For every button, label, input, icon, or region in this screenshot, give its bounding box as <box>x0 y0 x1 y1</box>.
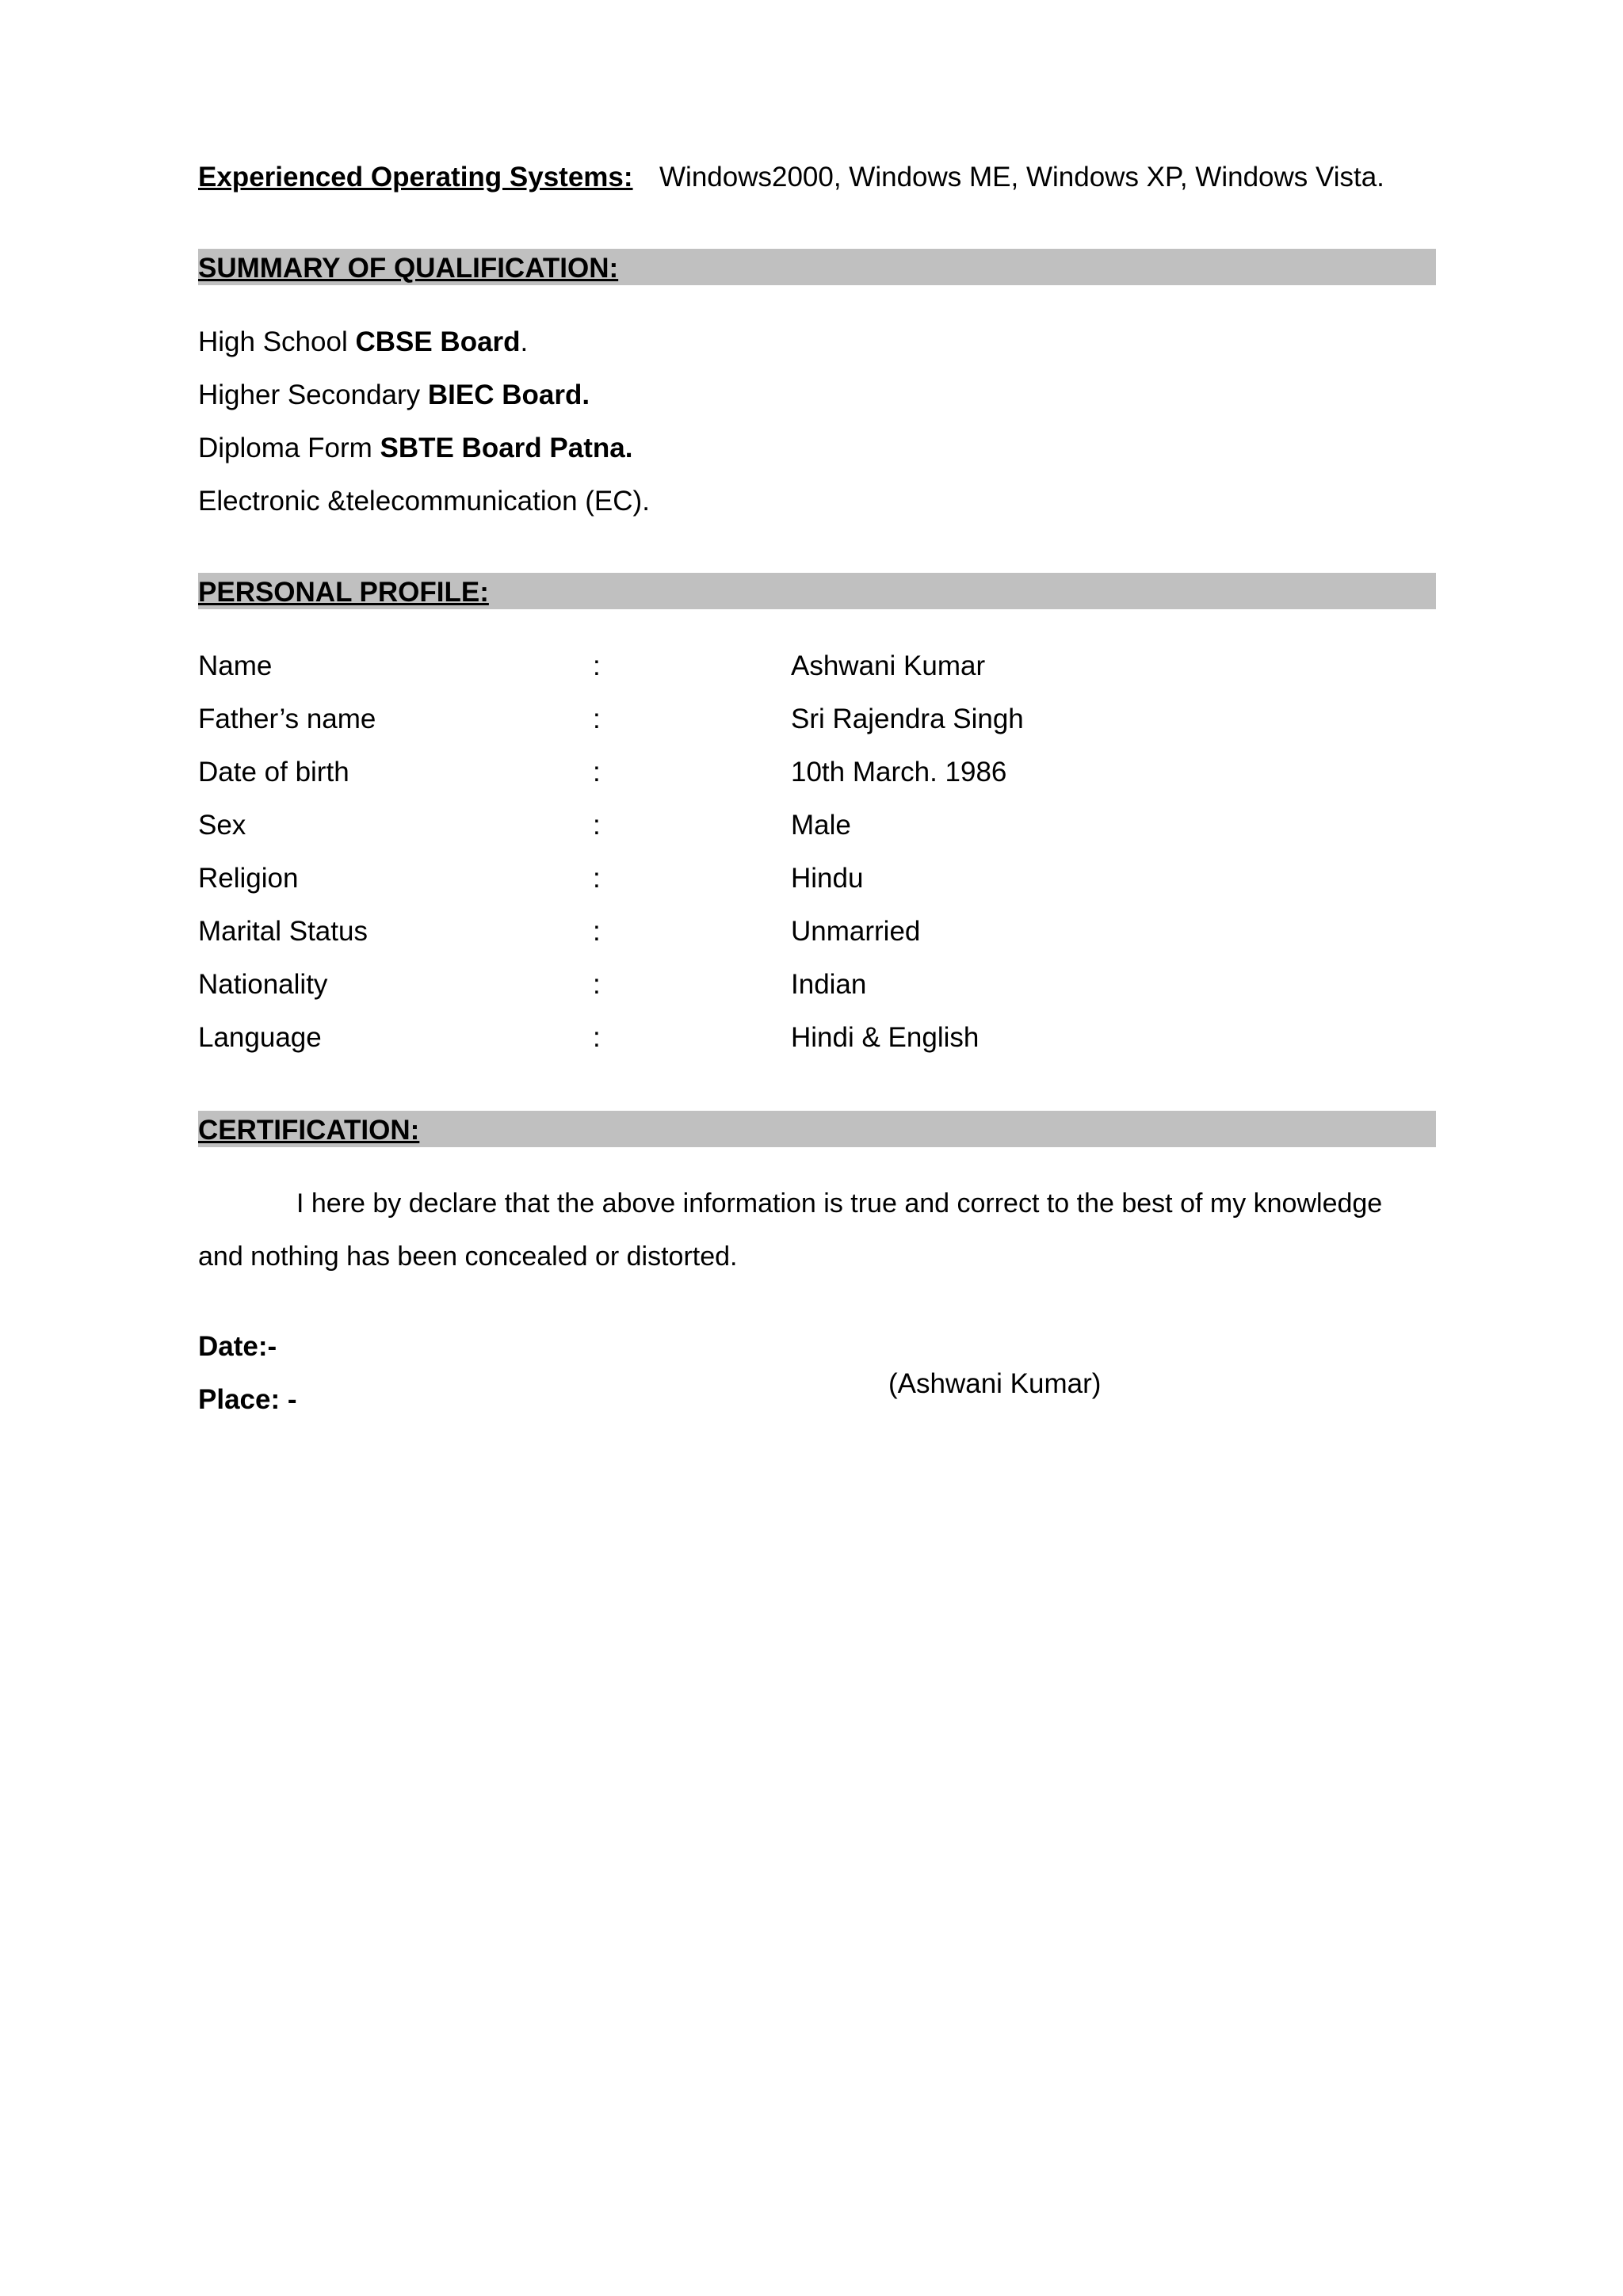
declaration-line-2: and nothing has been concealed or distorted. <box>198 1241 738 1272</box>
profile-label: Date of birth <box>198 757 349 788</box>
profile-value: Unmarried <box>791 916 921 947</box>
date-label: Date:- <box>198 1331 277 1362</box>
profile-label: Sex <box>198 810 246 841</box>
profile-separator: : <box>593 1022 601 1053</box>
qualification-item <box>198 381 590 409</box>
qualification-item-text: Electronic &telecommunication (EC). <box>198 486 650 517</box>
signature-name: (Ashwani Kumar) <box>888 1368 1102 1399</box>
profile-label: Marital Status <box>198 916 368 947</box>
profile-value: Hindi & English <box>791 1022 980 1053</box>
qualification-item-board: BIEC Board. <box>427 379 590 410</box>
profile-value: Ashwani Kumar <box>791 650 986 681</box>
operating-systems-label: Experienced Operating Systems: <box>198 162 633 193</box>
qualification-item <box>198 487 650 515</box>
certification-heading: CERTIFICATION: <box>198 1115 420 1146</box>
operating-systems-value: Windows2000, Windows ME, Windows XP, Windows Vista. <box>659 162 1384 193</box>
profile-value: 10th March. 1986 <box>791 757 1007 788</box>
profile-label: Religion <box>198 863 299 894</box>
profile-value: Indian <box>791 969 867 1000</box>
profile-separator: : <box>593 969 601 1000</box>
qualification-item-board: CBSE Board <box>355 326 521 357</box>
profile-separator: : <box>593 863 601 894</box>
place-label: Place: - <box>198 1384 297 1415</box>
qualification-item-suffix: . <box>520 326 529 357</box>
profile-separator: : <box>593 757 601 788</box>
qualification-item <box>198 434 632 462</box>
profile-label: Father’s name <box>198 704 376 734</box>
profile-value: Sri Rajendra Singh <box>791 704 1024 734</box>
declaration-line-1: I here by declare that the above information is true and correct to the best of my knowledge <box>296 1188 1383 1219</box>
qualification-item-board: SBTE Board Patna. <box>380 433 633 463</box>
qualification-item <box>198 328 528 356</box>
qualification-item-text: Higher Secondary <box>198 379 428 410</box>
qualification-item-text: High School <box>198 326 356 357</box>
profile-separator: : <box>593 810 601 841</box>
profile-value: Male <box>791 810 851 841</box>
profile-label: Language <box>198 1022 322 1053</box>
operating-systems-line <box>198 163 1384 191</box>
profile-separator: : <box>593 650 601 681</box>
profile-value: Hindu <box>791 863 864 894</box>
profile-label: Name <box>198 650 273 681</box>
qualification-heading: SUMMARY OF QUALIFICATION: <box>198 253 619 284</box>
profile-heading: PERSONAL PROFILE: <box>198 577 489 608</box>
profile-label: Nationality <box>198 969 328 1000</box>
profile-separator: : <box>593 916 601 947</box>
profile-separator: : <box>593 704 601 734</box>
qualification-item-text: Diploma Form <box>198 433 380 463</box>
